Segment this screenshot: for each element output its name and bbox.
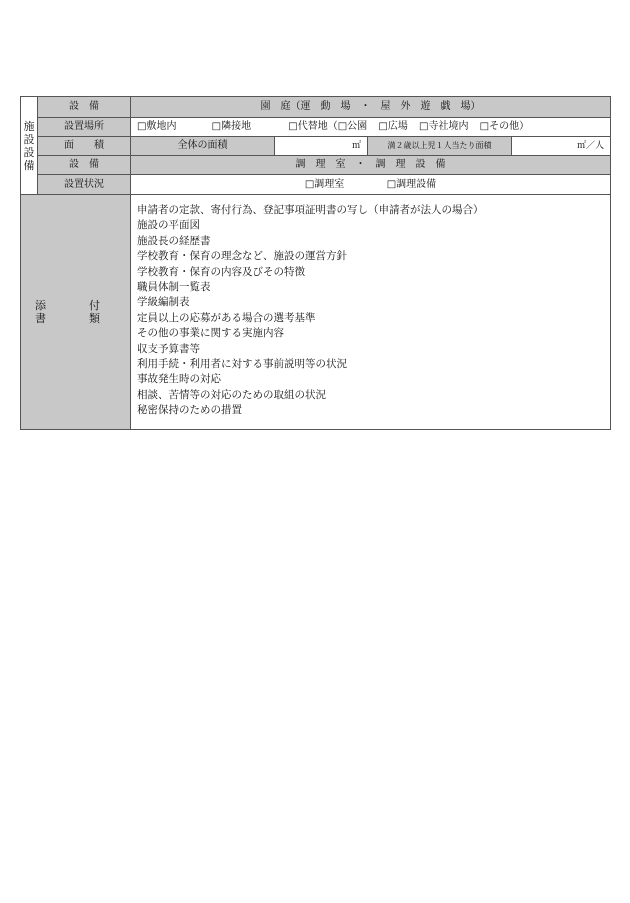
attachment-item: 施設長の経歴書 (137, 234, 211, 247)
option-kitchen-room[interactable]: □調理室 (304, 178, 345, 190)
location-row (21, 118, 611, 137)
attachments-list (131, 195, 611, 430)
option-substitute-park[interactable]: □代替地（□公園 (288, 121, 368, 132)
option-square[interactable]: □広場 (378, 121, 408, 132)
garden-heading: 園 庭（運 動 場 ・ 屋 外 遊 戯 場） (131, 97, 611, 118)
location-label: 設置場所 (38, 118, 131, 137)
attachments-row (21, 195, 611, 430)
installation-status-row (21, 175, 611, 195)
option-adjacent[interactable]: □隣接地 (211, 121, 252, 132)
total-area-label: 全体の面積 (131, 137, 275, 156)
facility-table (20, 96, 611, 430)
application-form-sheet (20, 96, 610, 430)
facility-section-label: 施 設 設 備 (21, 97, 38, 195)
attachment-item: 学校教育・保育の内容及びその特徴 (137, 265, 305, 278)
total-area-unit: ㎡ (351, 140, 361, 151)
attachment-item: 申請者の定款、寄付行為、登記事項証明書の写し（申請者が法人の場合） (137, 204, 484, 216)
attachment-item: 施設の平面図 (137, 219, 200, 232)
attachment-item: 定員以上の応募がある場合の選考基準 (137, 311, 316, 324)
per-child-area-field[interactable] (512, 137, 611, 156)
attachment-item: 学級編制表 (137, 296, 190, 309)
area-row (21, 137, 611, 156)
attachment-item: 秘密保持のための措置 (137, 404, 242, 417)
equipment-row-garden (21, 97, 611, 118)
attachment-item: 利用手続・利用者に対する事前説明等の状況 (137, 358, 347, 371)
option-other[interactable]: □その他） (479, 121, 530, 132)
equipment-label-2: 設 備 (38, 156, 131, 175)
equipment-label: 設 備 (38, 97, 131, 118)
attachment-item: 収支予算書等 (137, 342, 200, 355)
attachment-item: 職員体制一覧表 (137, 281, 211, 294)
attachments-label: 添 付 書 類 (21, 195, 131, 430)
installation-status-label: 設置状況 (38, 175, 131, 195)
attachment-item: 相談、苦情等の対応のための取組の状況 (137, 388, 326, 401)
area-label: 面 積 (38, 137, 131, 156)
per-child-area-label: 満２歳以上児１人当たり面積 (368, 137, 512, 156)
attachment-item: 学校教育・保育の理念など、施設の運営方針 (137, 250, 347, 263)
location-options (131, 118, 611, 137)
installation-status-options (131, 175, 611, 195)
attachment-item: 事故発生時の対応 (137, 373, 221, 386)
total-area-field[interactable] (275, 137, 368, 156)
option-temple-grounds[interactable]: □寺社境内 (419, 121, 469, 132)
option-kitchen-equipment[interactable]: □調理設備 (386, 178, 437, 190)
kitchen-heading: 調 理 室 ・ 調 理 設 備 (131, 156, 611, 175)
per-child-area-unit: ㎡／人 (576, 140, 604, 151)
option-on-site[interactable]: □敷地内 (137, 121, 177, 132)
attachment-item: その他の事業に関する実施内容 (137, 327, 284, 340)
equipment-row-kitchen (21, 156, 611, 175)
